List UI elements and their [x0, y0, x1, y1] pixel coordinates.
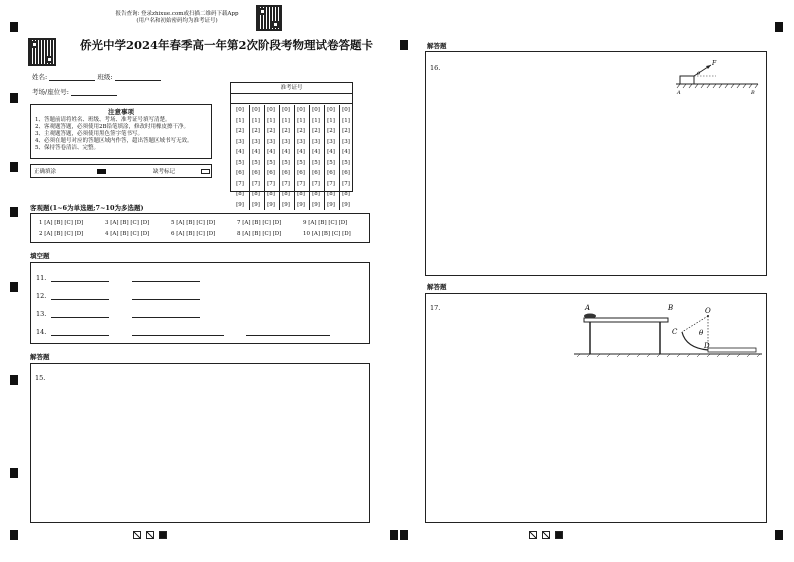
report-notice-line2: (用户名和初始密码均为准考证号): [136, 17, 218, 24]
exam-id-bubble[interactable]: [4]: [252, 149, 260, 155]
exam-id-bubble[interactable]: [1]: [327, 117, 335, 124]
exam-id-bubble[interactable]: [0]: [236, 107, 244, 113]
exam-id-bubble[interactable]: [6]: [312, 170, 320, 176]
notes-item: 3、主观题答题，必须使用黑色签字笔书写。: [35, 130, 144, 137]
center-o: [707, 315, 709, 317]
alignment-mark: [10, 93, 18, 103]
exam-id-bubble[interactable]: [7]: [312, 180, 320, 187]
exam-id-bubble[interactable]: [9]: [312, 201, 320, 208]
exam-id-bubble[interactable]: [4]: [297, 149, 305, 155]
alignment-mark: [775, 530, 783, 540]
fill-q13-number: 13.: [36, 310, 47, 318]
exam-id-bubble[interactable]: [5]: [236, 159, 244, 166]
exam-id-bubble[interactable]: [9]: [297, 201, 305, 208]
exam-id-bubble[interactable]: [6]: [297, 170, 305, 176]
exam-id-bubble[interactable]: [1]: [236, 117, 244, 124]
choice-q3[interactable]: 3 [A] [B] [C] [D]: [105, 220, 150, 226]
seat-field[interactable]: [71, 87, 117, 96]
answer-line[interactable]: [132, 273, 200, 282]
answer-line[interactable]: [132, 327, 224, 336]
exam-id-bubble[interactable]: [3]: [327, 138, 335, 145]
exam-id-bubble[interactable]: [7]: [327, 180, 335, 187]
exam-id-bubble[interactable]: [3]: [252, 138, 260, 145]
exam-id-bubble[interactable]: [2]: [267, 128, 275, 134]
exam-id-bubble[interactable]: [1]: [267, 117, 275, 124]
answer-line[interactable]: [132, 291, 200, 300]
notes-box: [30, 104, 212, 159]
page-code-square: [159, 531, 167, 539]
choice-q5[interactable]: 5 [A] [B] [C] [D]: [171, 220, 216, 226]
exam-id-bubble[interactable]: [8]: [267, 191, 275, 197]
exam-id-column: [279, 105, 292, 210]
exam-id-bubble[interactable]: [7]: [297, 180, 305, 187]
exam-id-bubble[interactable]: [2]: [297, 128, 305, 134]
exam-id-bubble[interactable]: [6]: [327, 170, 335, 176]
exam-id-bubble[interactable]: [0]: [297, 107, 305, 113]
report-notice-line1: 报告查询: 登录zhixue.com或扫描二维码下载App: [115, 11, 239, 17]
exam-id-bubble[interactable]: [6]: [282, 170, 290, 176]
notes-item: 2、客观题答题，必须使用2B铅笔填涂，修改时用橡皮擦干净。: [35, 123, 190, 130]
exam-id-bubble[interactable]: [6]: [252, 170, 260, 176]
page-code-square: [133, 531, 141, 539]
exam-id-entry-row: [231, 103, 352, 104]
choice-q6[interactable]: 6 [A] [B] [C] [D]: [171, 231, 216, 237]
notes-item: 5、保持答卷清洁、完整。: [35, 144, 100, 151]
choice-q7[interactable]: 7 [A] [B] [C] [D]: [237, 220, 282, 226]
ground-hatch: [677, 84, 758, 88]
q17-figure: [572, 302, 764, 358]
fill-legend: [30, 164, 212, 178]
block-a: [584, 314, 596, 319]
seat-label: 考场/座位号:: [32, 88, 69, 96]
table-top: [584, 318, 668, 322]
exam-id-column: [264, 105, 277, 210]
exam-id-bubble[interactable]: [6]: [267, 170, 275, 176]
answer-box-q15[interactable]: [30, 363, 370, 523]
exam-id-bubble[interactable]: [0]: [267, 107, 275, 113]
exam-id-bubble[interactable]: [5]: [327, 159, 335, 166]
notes-item: 1、答题前请将姓名、班级、考场、准考证号填写清楚。: [35, 117, 171, 123]
exam-id-bubble[interactable]: [0]: [252, 107, 260, 113]
exam-id-bubble[interactable]: [1]: [252, 117, 260, 124]
angle-label: θ: [697, 71, 701, 77]
exam-id-bubble[interactable]: [4]: [282, 149, 290, 155]
answer-section-title-left: 解答题: [30, 353, 50, 361]
fill-q14: [36, 327, 330, 336]
q16-number: 16.: [430, 64, 441, 72]
fill-q14-number: 14.: [36, 328, 47, 336]
choice-q1[interactable]: 1 [A] [B] [C] [D]: [39, 220, 84, 226]
exam-id-bubble[interactable]: [2]: [236, 128, 244, 134]
alignment-mark: [390, 530, 398, 540]
exam-id-bubble[interactable]: [2]: [282, 128, 290, 134]
exam-id-bubble[interactable]: [3]: [282, 138, 290, 145]
exam-id-bubble[interactable]: [8]: [236, 191, 244, 197]
exam-id-bubble[interactable]: [4]: [327, 149, 335, 155]
notes-title: 注意事项: [108, 108, 134, 116]
exam-id-bubble[interactable]: [4]: [312, 149, 320, 155]
exam-id-column: [339, 105, 352, 210]
exam-id-bubble[interactable]: [3]: [312, 138, 320, 145]
alignment-mark: [10, 375, 18, 385]
correct-fill-sample: [97, 169, 106, 174]
landing-block: [708, 348, 756, 352]
exam-id-bubble[interactable]: [0]: [327, 107, 335, 113]
point-b-label: B: [668, 304, 674, 312]
exam-id-bubble[interactable]: [9]: [282, 201, 290, 208]
answer-section-title-right-top: 解答题: [427, 42, 447, 50]
exam-id-column: [309, 105, 322, 210]
arrow-head: [706, 65, 711, 69]
answer-line[interactable]: [132, 309, 200, 318]
exam-id-bubble[interactable]: [6]: [236, 170, 244, 176]
page-code-square: [146, 531, 154, 539]
exam-id-bubble[interactable]: [4]: [267, 149, 275, 155]
alignment-mark: [10, 468, 18, 478]
point-o-label: O: [705, 307, 711, 315]
exam-id-bubble[interactable]: [5]: [342, 159, 350, 166]
objective-box: [30, 213, 370, 243]
exam-id-divider: [231, 93, 352, 94]
notes-list: [35, 117, 193, 151]
answer-line[interactable]: [51, 327, 109, 336]
alignment-mark: [400, 40, 408, 50]
fill-q11-number: 11.: [36, 274, 47, 282]
absent-mark-box[interactable]: [201, 169, 210, 174]
exam-id-column: [249, 105, 262, 210]
exam-id-bubble[interactable]: [8]: [297, 191, 305, 197]
objective-section-title: 客观题(1~6为单选题;7~10为多选题): [30, 204, 144, 212]
exam-id-bubble[interactable]: [2]: [327, 128, 335, 134]
name-field[interactable]: [49, 72, 95, 81]
correct-fill-label: 正确填涂: [34, 169, 57, 175]
point-c-label: C: [672, 328, 678, 336]
fill-q11: [36, 273, 200, 282]
choice-q10[interactable]: 10 [A] [B] [C] [D]: [303, 231, 351, 237]
exam-id-bubble[interactable]: [1]: [342, 117, 350, 124]
answer-line[interactable]: [51, 273, 109, 282]
choice-q2[interactable]: 2 [A] [B] [C] [D]: [39, 231, 84, 237]
exam-id-bubble[interactable]: [3]: [236, 138, 244, 145]
answer-box-q17[interactable]: [425, 293, 767, 523]
exam-id-bubble[interactable]: [9]: [236, 201, 244, 208]
page-code-square: [529, 531, 537, 539]
exam-id-bubble[interactable]: [5]: [312, 159, 320, 166]
fill-section-title: 填空题: [30, 252, 50, 260]
exam-id-bubble[interactable]: [5]: [252, 159, 260, 166]
choice-row-1: [39, 220, 347, 226]
block: [680, 76, 694, 84]
exam-id-bubble[interactable]: [9]: [267, 201, 275, 208]
exam-id-bubble[interactable]: [8]: [327, 191, 335, 197]
choice-row-2: [39, 231, 351, 237]
exam-id-bubble[interactable]: [0]: [282, 107, 290, 113]
q16-figure: [674, 56, 762, 96]
choice-q4[interactable]: 4 [A] [B] [C] [D]: [105, 231, 150, 237]
absent-mark-label: 缺考标记: [153, 169, 176, 175]
fill-q12: [36, 291, 200, 300]
class-label: 班级:: [97, 73, 113, 81]
answer-line[interactable]: [51, 291, 109, 300]
exam-id-bubble[interactable]: [4]: [342, 149, 350, 155]
sheet-qr-code: [28, 38, 56, 66]
force-label: F: [712, 60, 717, 67]
point-b-label: B: [751, 90, 755, 96]
app-qr-code: [256, 5, 282, 31]
alignment-mark: [10, 282, 18, 292]
exam-id-bubble[interactable]: [7]: [282, 180, 290, 187]
point-d-label: D: [704, 342, 710, 350]
alignment-mark: [10, 22, 18, 32]
class-field[interactable]: [115, 72, 161, 81]
choice-q9[interactable]: 9 [A] [B] [C] [D]: [303, 220, 348, 226]
page-title: 侨光中学2024年春季高一年第2次阶段考物理试卷答题卡: [80, 38, 374, 52]
exam-id-bubble[interactable]: [9]: [327, 201, 335, 208]
radius-line: [682, 316, 708, 332]
alignment-mark: [400, 530, 408, 540]
answer-section-title-right-bottom: 解答题: [427, 283, 447, 291]
q15-number: 15.: [35, 374, 46, 382]
exam-id-bubble[interactable]: [7]: [342, 180, 350, 187]
exam-id-bubble[interactable]: [2]: [252, 128, 260, 134]
notes-item: 4、必须在题号对应的答题区域内作答，超出答题区域书写无效。: [35, 137, 193, 144]
exam-id-bubble[interactable]: [6]: [342, 170, 350, 176]
alignment-mark: [10, 530, 18, 540]
page-code-square: [542, 531, 550, 539]
fill-q12-number: 12.: [36, 292, 47, 300]
exam-id-bubble[interactable]: [7]: [252, 180, 260, 187]
alignment-mark: [775, 22, 783, 32]
exam-id-bubble[interactable]: [8]: [312, 191, 320, 197]
alignment-mark: [10, 207, 18, 217]
exam-id-grid: [230, 82, 353, 208]
seat-row: [32, 87, 117, 96]
exam-id-column: [234, 105, 246, 210]
exam-id-bubble[interactable]: [1]: [282, 117, 290, 124]
answer-box-q16[interactable]: [425, 51, 767, 276]
name-class-row: [32, 72, 161, 81]
exam-id-bubble[interactable]: [4]: [236, 149, 244, 155]
fill-box: [30, 262, 370, 344]
point-a-label: A: [585, 304, 591, 312]
exam-id-bubble[interactable]: [7]: [267, 180, 275, 187]
choice-q8[interactable]: 8 [A] [B] [C] [D]: [237, 231, 282, 237]
exam-id-bubble[interactable]: [3]: [297, 138, 305, 145]
exam-id-bubble[interactable]: [0]: [312, 107, 320, 113]
name-label: 姓名:: [32, 73, 48, 81]
page-code-square: [555, 531, 563, 539]
exam-id-bubble[interactable]: [1]: [312, 117, 320, 124]
report-notice: [112, 11, 242, 25]
answer-line[interactable]: [246, 327, 330, 336]
exam-id-bubble[interactable]: [9]: [252, 201, 260, 208]
exam-id-bubble[interactable]: [3]: [342, 138, 350, 145]
q17-number: 17.: [430, 304, 441, 312]
exam-id-bubble[interactable]: [1]: [297, 117, 305, 124]
exam-id-bubble[interactable]: [2]: [312, 128, 320, 134]
exam-id-bubble[interactable]: [8]: [282, 191, 290, 197]
exam-id-bubble[interactable]: [5]: [282, 159, 290, 166]
exam-id-column: [294, 105, 307, 210]
exam-id-title: 准考证号: [280, 85, 303, 91]
exam-id-bubble[interactable]: [0]: [342, 107, 350, 113]
theta-label: θ: [699, 329, 704, 337]
exam-id-bubble[interactable]: [5]: [267, 159, 275, 166]
exam-id-bubble[interactable]: [3]: [267, 138, 275, 145]
answer-line[interactable]: [51, 309, 109, 318]
exam-id-bubble[interactable]: [8]: [342, 191, 350, 197]
fill-q13: [36, 309, 200, 318]
point-a-label: A: [677, 90, 681, 96]
exam-id-bubble[interactable]: [2]: [342, 128, 350, 134]
exam-id-bubble[interactable]: [7]: [236, 180, 244, 187]
exam-id-column: [324, 105, 337, 210]
exam-id-bubble[interactable]: [5]: [297, 159, 305, 166]
alignment-mark: [10, 162, 18, 172]
exam-id-bubble[interactable]: [8]: [252, 191, 260, 197]
exam-id-bubble[interactable]: [9]: [342, 201, 350, 208]
